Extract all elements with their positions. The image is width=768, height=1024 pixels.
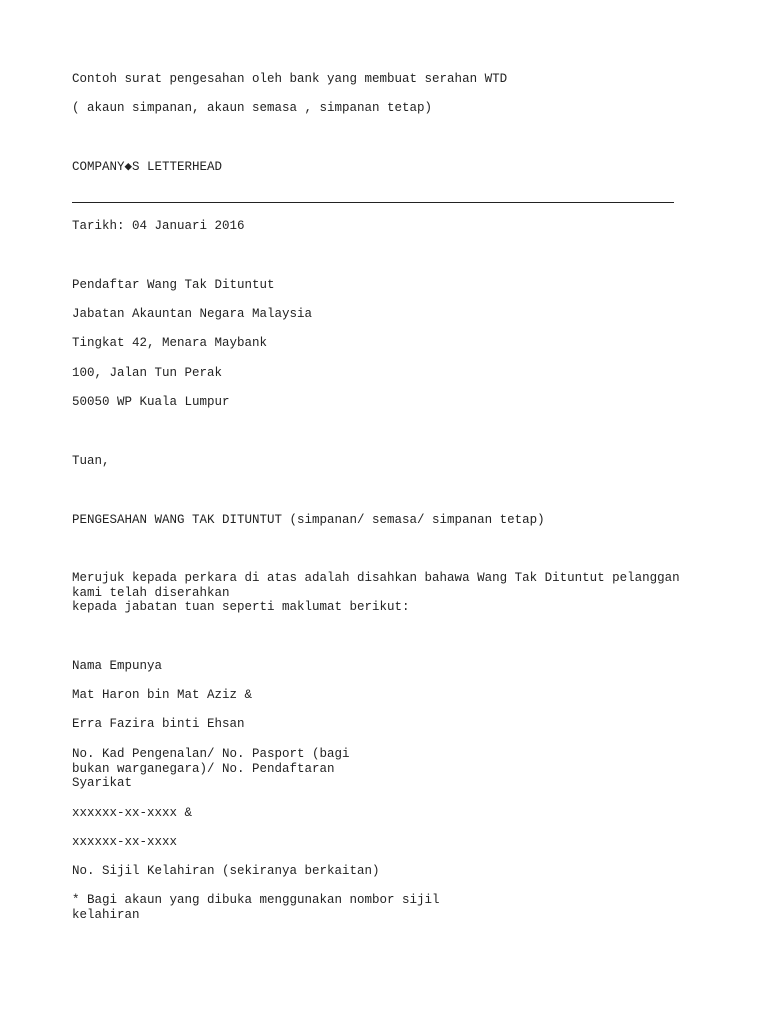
recipient-line-5: 50050 WP Kuala Lumpur bbox=[72, 395, 230, 409]
owner-name-1: Mat Haron bin Mat Aziz & bbox=[72, 688, 253, 702]
body-paragraph: Merujuk kepada perkara di atas adalah disahkan bahawa Wang Tak Dituntut pelanggan kami telah diserahkan kepada jabatan tuan seperti maklumat berikut: bbox=[72, 571, 680, 614]
owner-name-2: Erra Fazira binti Ehsan bbox=[72, 717, 245, 731]
recipient-line-4: 100, Jalan Tun Perak bbox=[72, 366, 223, 380]
owner-label: Nama Empunya bbox=[72, 659, 163, 673]
birth-cert-label: No. Sijil Kelahiran (sekiranya berkaitan) bbox=[72, 864, 380, 878]
id-value-1: xxxxxx-xx-xxxx & bbox=[72, 806, 193, 820]
id-label: No. Kad Pengenalan/ No. Pasport (bagi bukan warganegara)/ No. Pendaftaran Syarikat bbox=[72, 747, 350, 790]
id-value-2: xxxxxx-xx-xxxx bbox=[72, 835, 178, 849]
intro-subtitle: ( akaun simpanan, akaun semasa , simpanan tetap) bbox=[72, 101, 433, 115]
salutation: Tuan, bbox=[72, 454, 110, 468]
recipient-line-2: Jabatan Akauntan Negara Malaysia bbox=[72, 307, 313, 321]
letterhead: COMPANY◆S LETTERHEAD bbox=[72, 160, 223, 174]
letterhead-divider bbox=[72, 202, 674, 203]
intro-title: Contoh surat pengesahan oleh bank yang membuat serahan WTD bbox=[72, 72, 508, 86]
date-line: Tarikh: 04 Januari 2016 bbox=[72, 219, 245, 233]
recipient-line-1: Pendaftar Wang Tak Dituntut bbox=[72, 278, 275, 292]
birth-cert-note: * Bagi akaun yang dibuka menggunakan nombor sijil kelahiran bbox=[72, 893, 440, 922]
subject-line: PENGESAHAN WANG TAK DITUNTUT (simpanan/ semasa/ simpanan tetap) bbox=[72, 513, 545, 527]
recipient-line-3: Tingkat 42, Menara Maybank bbox=[72, 336, 268, 350]
